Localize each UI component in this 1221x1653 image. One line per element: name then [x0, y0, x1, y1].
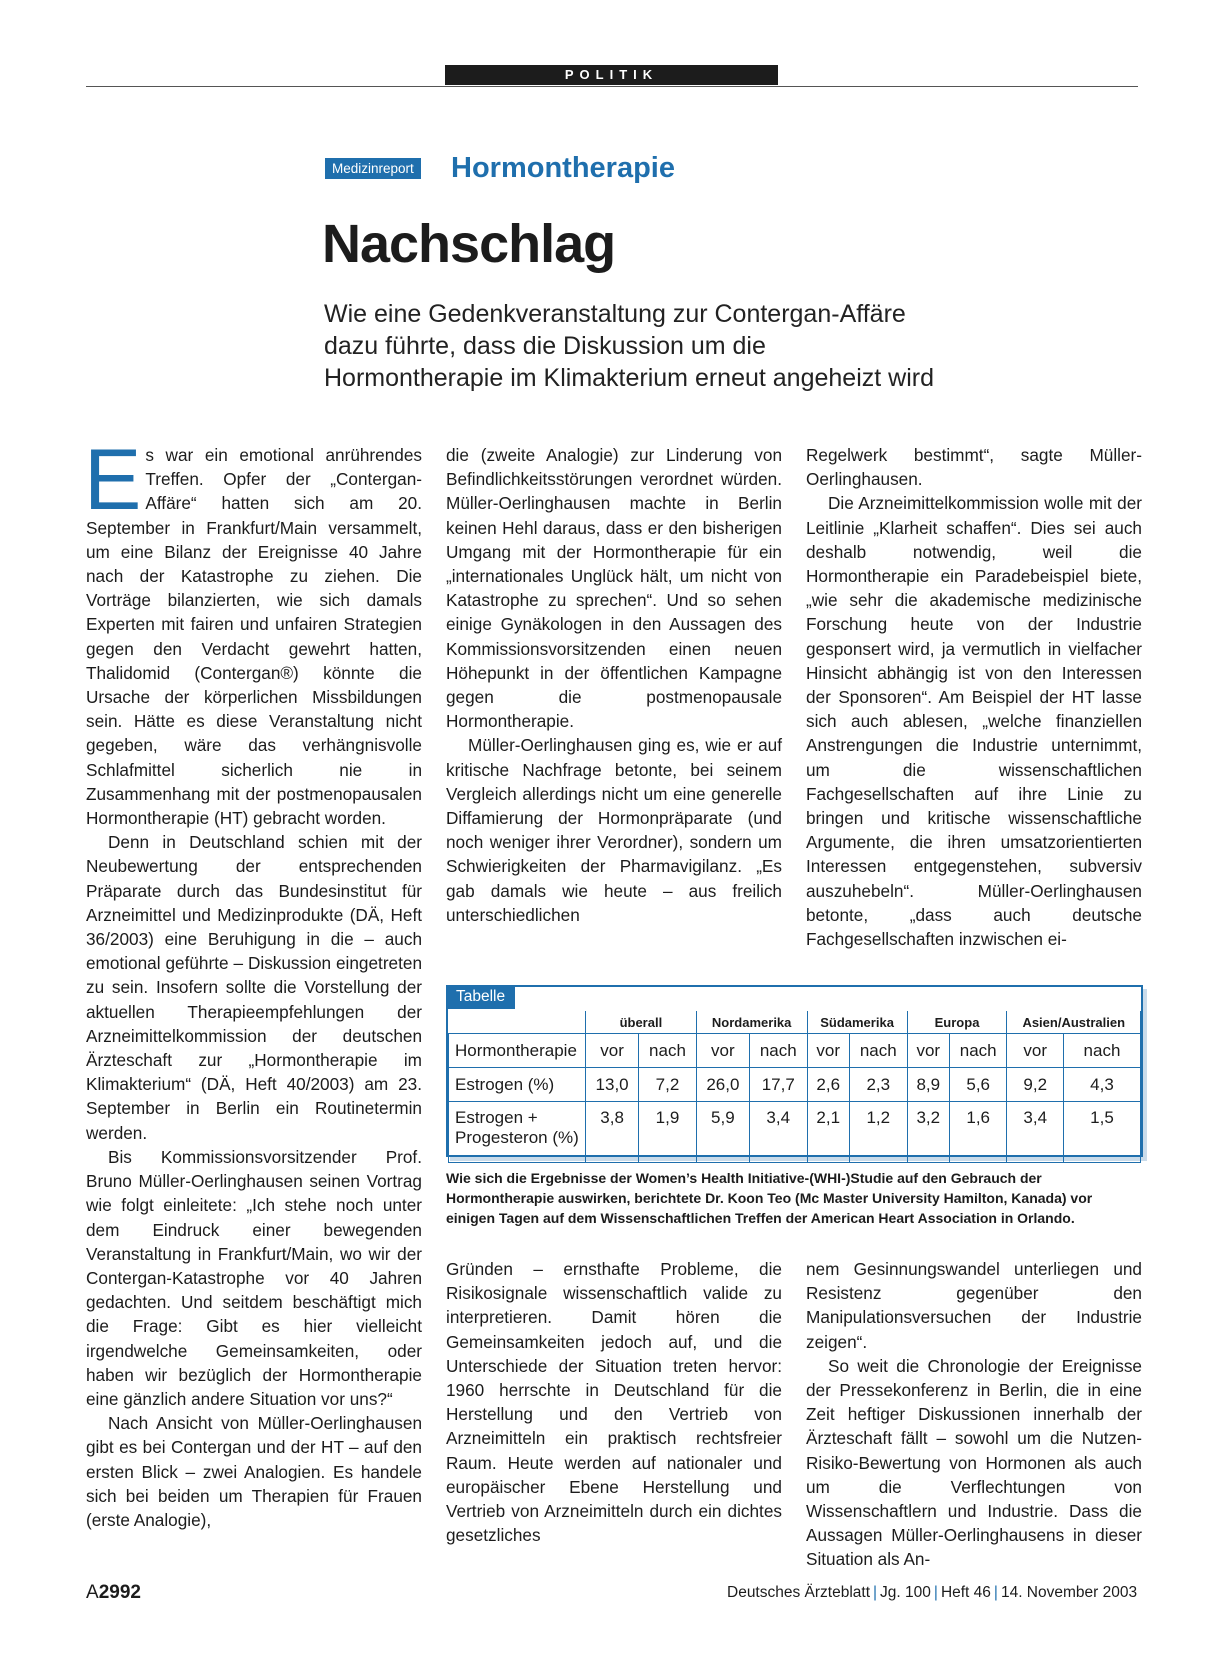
table-cell: 1,9 [639, 1102, 697, 1163]
journal-date: 14. November 2003 [1000, 1584, 1138, 1601]
group-header: Nordamerika [696, 1011, 807, 1034]
page-number [86, 1582, 141, 1604]
subhead: Wie eine Gedenkveranstaltung zur Contergan-Affäre dazu führte, dass die Diskussion um die Hormontherapie im Klimakterium erneut angeheizt wird [324, 300, 934, 392]
paragraph: nem Gesinnungswandel unterliegen und Resistenz gegenüber den Manipulationsversuchen der Industrie zeigen“. [806, 1259, 1142, 1352]
subheader-cell: vor [807, 1034, 849, 1068]
paragraph: Gründen – ernsthafte Probleme, die Risikosignale wissenschaftlich valide zu interpretieren. Damit hören die Gemeinsamkeiten jedoch auf, und die Unterschiede der Situation treten hervor: 1960 herrschte in Deutschland für die Herstellung und den Vertrieb von Arzneimitteln ein praktisch rechtsfreier Raum. Heute werden auf nationaler und europäischer Ebene Herstellung und Vertrieb von Arzneimitteln durch ein dichtes gesetzliches [446, 1259, 782, 1546]
subheader-cell: nach [749, 1034, 807, 1068]
kicker-title: Hormontherapie [451, 152, 675, 184]
table-cell: 1,2 [849, 1102, 907, 1163]
data-table [446, 985, 1143, 1157]
subheader-cell: nach [639, 1034, 697, 1068]
paragraph: Bis Kommissionsvorsitzender Prof. Bruno Müller-Oerlinghausen seinen Vortrag wie folgt einleitete: „Ich stehe noch unter dem Eindruck einer bewegenden Veranstaltung in Frankfurt/Main, wo wir der Contergan-Katastrophe vor 40 Jahren gedachten. Und seitdem beschäftigt mich die Frage: Gibt es hier vielleicht irgendwelche Gemeinsamkeiten, oder haben wir bezüglich der Hormontherapie eine gänzlich andere Situation vor uns?“ [86, 1146, 422, 1409]
row-label: Estrogen + Progesteron (%) [449, 1102, 586, 1163]
subheader-cell: vor [586, 1034, 639, 1068]
paragraph: Regelwerk bestimmt“, sagte Müller-Oerlinghausen. [806, 445, 1142, 490]
table-cell: 2,3 [849, 1068, 907, 1102]
header-rule [86, 86, 1138, 87]
paragraph: Müller-Oerlinghausen ging es, wie er auf kritische Nachfrage betonte, bei seinem Vergleich allerdings nicht um eine generelle Diffamierung der Hormonpräparate (und noch weniger ihrer Verordner), sondern um Schwierigkeiten der Pharmavigilanz. „Es gab damals wie heute – aus freilich unterschiedlichen [446, 735, 782, 925]
table-cell: 13,0 [586, 1068, 639, 1102]
section-label: POLITIK [445, 65, 778, 85]
group-header: überall [586, 1011, 697, 1034]
column-1 [84, 432, 422, 1532]
separator: | [993, 1584, 998, 1601]
table-cell: 8,9 [907, 1068, 949, 1102]
paragraph: Nach Ansicht von Müller-Oerlinghausen gibt es bei Contergan und der HT – auf den ersten Blick – zwei Analogien. Es handele sich bei beiden um Therapien für Frauen (erste Analogie), [86, 1413, 422, 1530]
paragraph: So weit die Chronologie der Ereignisse der Pressekonferenz in Berlin, die in eine Zeit heftiger Diskussionen innerhalb der Ärzteschaft fällt – sowohl um die Nutzen-Risiko-Bewertung von Hormonen als auch um die Verflechtungen von Wissenschaftlern und Industrie. Dass die Aussagen Müller-Oerlinghausens in dieser Situation als An- [806, 1355, 1142, 1570]
paragraph: s war ein emotional anrührendes Treffen. Opfer der „Contergan-Affäre“ hatten sich am 20. September in Frankfurt/Main versammelt, um eine Bilanz der Ereignisse 40 Jahre nach der Katastrophe zu ziehen. Die Vorträge bilanzierten, wie sich damals Experten mit fairen und unfairen Strategien gegen den Verdacht gewehrt hatten, Thalidomid (Contergan®) könnte die Ursache der körperlichen Missbildungen sein. Hätte es diese Veranstaltung nicht gegeben, wäre das verhängnisvolle Schlafmittel sicherlich nie in Zusammenhang mit der postmenopausalen Hormontherapie (HT) gebracht worden. [86, 445, 422, 829]
separator: | [933, 1584, 938, 1601]
kicker-tag: Medizinreport [325, 158, 421, 179]
subheader-cell: nach [1063, 1034, 1140, 1068]
column-3-bottom [806, 1257, 1142, 1572]
table-cell: 5,9 [696, 1102, 749, 1163]
column-3 [806, 443, 1142, 951]
journal-name: Deutsches Ärzteblatt [727, 1584, 871, 1601]
table-cell: 17,7 [749, 1068, 807, 1102]
dropcap: E [84, 432, 142, 528]
group-header: Südamerika [807, 1011, 907, 1034]
subheader-cell: vor [1007, 1034, 1064, 1068]
group-header: Europa [907, 1011, 1007, 1034]
page-prefix: A [86, 1582, 99, 1603]
table-cell: 9,2 [1007, 1068, 1064, 1102]
table-cell: 3,2 [907, 1102, 949, 1163]
column-2 [446, 443, 782, 927]
table-cell: 5,6 [949, 1068, 1007, 1102]
table-row [449, 1068, 1141, 1102]
row-header: Hormontherapie [449, 1034, 586, 1068]
paragraph: Denn in Deutschland schien mit der Neubewertung der entsprechenden Präparate durch das Bundesinstitut für Arzneimittel und Medizinprodukte (DÄ, Heft 36/2003) eine Beruhigung in die – auch emotional geführte – Diskussion eingetreten zu sein. Insofern sollte die Vorstellung der aktuellen Therapieempfehlungen der Arzneimittelkommission der deutschen Ärzteschaft zur „Hormontherapie im Klimakterium“ (DÄ, Heft 40/2003) am 23. September in Berlin ein Routinetermin werden. [86, 832, 422, 1143]
subheader-cell: vor [696, 1034, 749, 1068]
subheader-cell: nach [849, 1034, 907, 1068]
subheader-cell: vor [907, 1034, 949, 1068]
table-cell: 1,6 [949, 1102, 1007, 1163]
table-row [449, 1102, 1141, 1163]
paragraph: die (zweite Analogie) zur Linderung von Befindlichkeitsstörungen verordnet würden. Müller-Oerlinghausen machte in Berlin keinen Hehl daraus, dass er den bisherigen Umgang mit der Hormontherapie für ein „internationales Unglück hält, um nicht von Katastrophe zu sprechen“. Und so sehen einige Gynäkologen in den Aussagen des Kommissionsvorsitzenden einen neuen Höhepunkt in der öffentlichen Kampagne gegen die postmenopausale Hormontherapie. [446, 445, 782, 732]
table-label: Tabelle [446, 985, 515, 1009]
table-cell: 3,8 [586, 1102, 639, 1163]
headline: Nachschlag [322, 214, 616, 274]
group-header: Asien/Australien [1007, 1011, 1141, 1034]
journal-info [727, 1584, 1137, 1602]
column-2-bottom [446, 1257, 782, 1547]
table-cell: 1,5 [1063, 1102, 1140, 1163]
separator: | [873, 1584, 878, 1601]
table-cell: 2,1 [807, 1102, 849, 1163]
journal-issue: Heft 46 [940, 1584, 991, 1601]
page-number-value: 2992 [98, 1582, 141, 1603]
table-cell: 3,4 [1007, 1102, 1064, 1163]
table-cell: 3,4 [749, 1102, 807, 1163]
row-label: Estrogen (%) [449, 1068, 586, 1102]
paragraph: Die Arzneimittelkommission wolle mit der Leitlinie „Klarheit schaffen“. Dies sei auch deshalb notwendig, weil die Hormontherapie ein Paradebeispiel biete, „wie sehr die akademische medizinische Forschung heute von der Industrie gesponsert wird, ja vermutlich in vielfacher Hinsicht abhängig ist von den Interessen der Sponsoren“. Am Beispiel der HT lasse sich auch ablesen, „welche finanziellen Anstrengungen die Industrie unternimmt, um die wissenschaftlichen Fachgesellschaften auf ihre Linie zu bringen und kritische wissenschaftliche Argumente, die ihren umsatzorientierten Interessen entgegenstehen, subversiv auszuhebeln“. Müller-Oerlinghausen betonte, „dass auch deutsche Fachgesellschaften inzwischen ei- [806, 493, 1142, 950]
journal-volume: Jg. 100 [880, 1584, 931, 1601]
table-cell: 26,0 [696, 1068, 749, 1102]
table-cell: 2,6 [807, 1068, 849, 1102]
subheader-cell: nach [949, 1034, 1007, 1068]
table-cell: 4,3 [1063, 1068, 1140, 1102]
table-caption: Wie sich die Ergebnisse der Women’s Health Initiative-(WHI-)Studie auf den Gebrauch der Hormontherapie auswirken, berichtete Dr. Koon Teo (Mc Master University Hamilton, Kanada) vor einigen Tagen auf dem Wissenschaftlichen Treffen der American Heart Association in Orlando. [446, 1170, 1093, 1226]
table-cell: 7,2 [639, 1068, 697, 1102]
